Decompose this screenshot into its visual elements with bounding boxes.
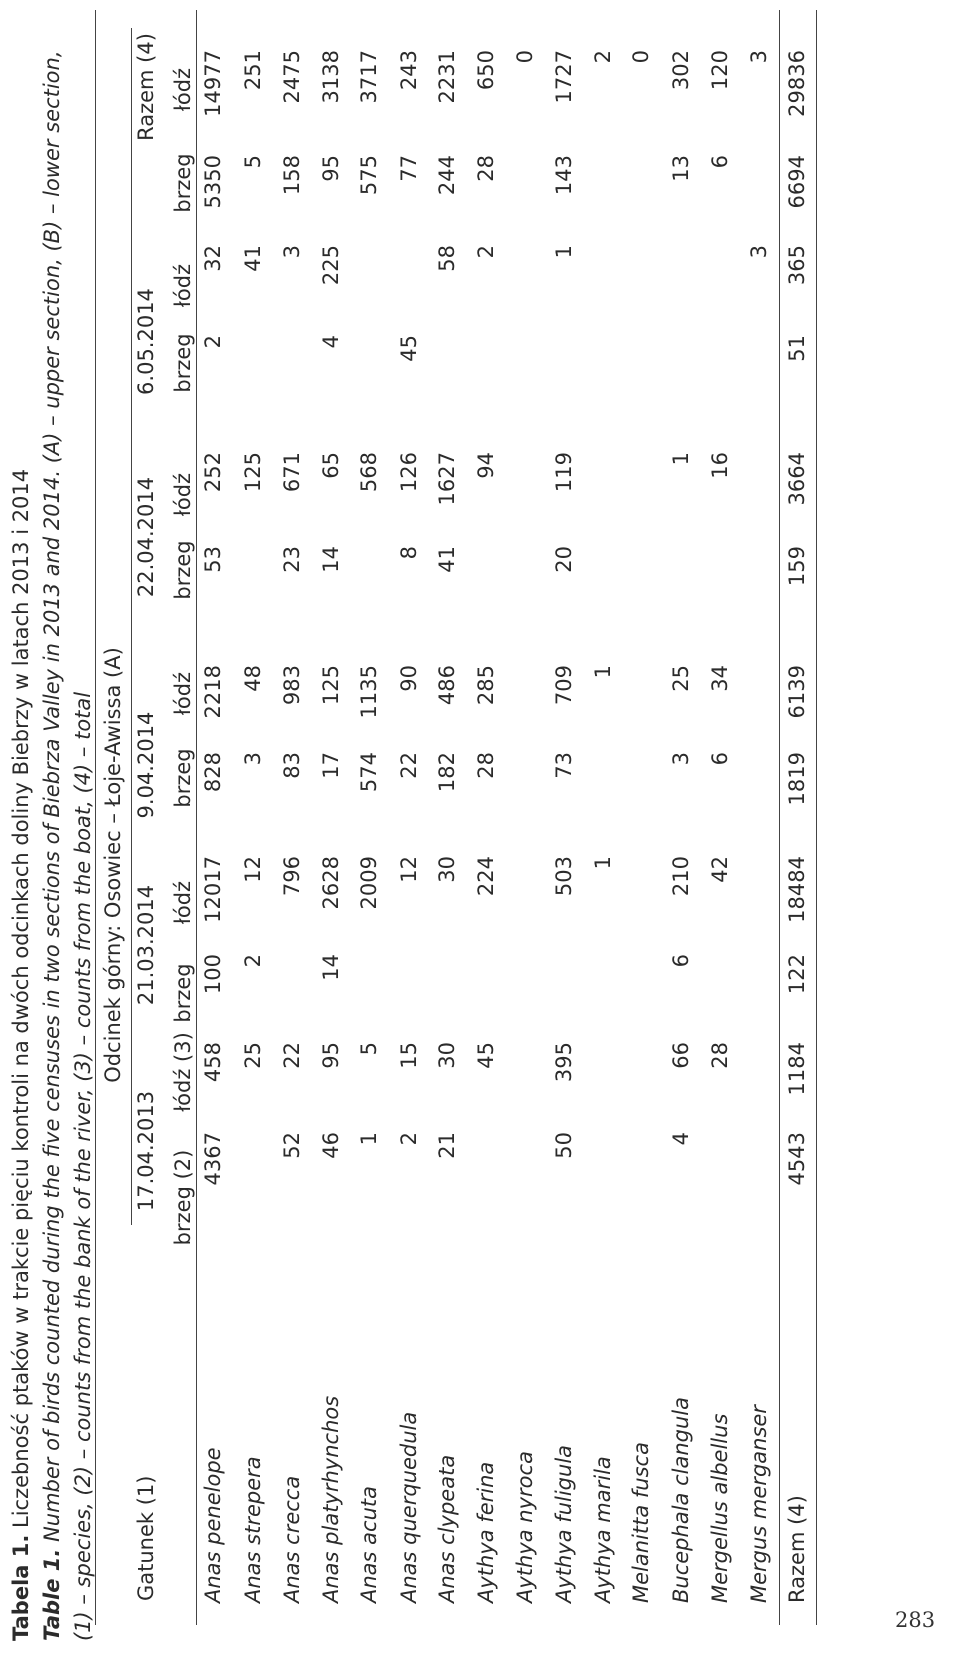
table-cell: 224	[474, 856, 498, 897]
table-cell: 210	[669, 856, 693, 897]
subheader: łódź	[171, 880, 195, 925]
species-name: Anas penelope	[201, 1447, 225, 1603]
table-cell: 22	[397, 752, 421, 779]
table-cell: 244	[435, 155, 459, 196]
table-cell: 1135	[357, 665, 381, 719]
rule-bottom	[816, 10, 817, 1625]
table-cell: 45	[397, 335, 421, 362]
table-cell: 503	[552, 856, 576, 897]
table-cell: 25	[669, 665, 693, 692]
table-cell: 45	[474, 1042, 498, 1069]
subheader: łódź	[171, 67, 195, 112]
table-cell: 100	[201, 954, 225, 995]
subheader: brzeg	[171, 153, 195, 213]
table-cell: 2	[241, 954, 265, 968]
date-header: 21.03.2014	[134, 884, 158, 1006]
caption-pl-text: Liczebność ptaków w trakcie pięciu kontroli na dwóch odcinkach doliny Biebrzy w latach 2013 i 2014	[9, 468, 33, 1535]
table-cell: 458	[201, 1042, 225, 1083]
table-cell: 4	[319, 335, 343, 349]
table-cell: 4	[669, 1132, 693, 1146]
total-cell: 18484	[785, 856, 809, 923]
table-cell: 2009	[357, 856, 381, 910]
table-cell: 2218	[201, 665, 225, 719]
table-cell: 23	[280, 546, 304, 573]
table-cell: 2	[474, 245, 498, 259]
table-cell: 83	[280, 752, 304, 779]
table-cell: 58	[435, 245, 459, 272]
species-name: Mergus merganser	[747, 1405, 771, 1603]
table-cell: 12	[241, 856, 265, 883]
table-cell: 77	[397, 155, 421, 182]
date-header: 17.04.2013	[134, 1090, 158, 1212]
table-cell: 2231	[435, 50, 459, 104]
table-cell: 15	[397, 1042, 421, 1069]
caption-english-line2: (1) – species, (2) – counts from the bank of the river, (3) – counts from the boat, (4) – total	[71, 691, 95, 1641]
table-cell: 125	[319, 665, 343, 706]
table-cell: 28	[708, 1042, 732, 1069]
table-cell: 73	[552, 752, 576, 779]
species-name: Anas strepera	[241, 1456, 265, 1603]
page-number: 283	[895, 1608, 936, 1632]
table-cell: 575	[357, 155, 381, 196]
species-name: Anas querquedula	[397, 1411, 421, 1603]
section-header: Odcinek górny: Osowiec – Łoje-Awissa (A)	[101, 647, 125, 1083]
table-cell: 2	[397, 1132, 421, 1146]
table-cell: 2628	[319, 856, 343, 910]
table-cell: 2	[201, 335, 225, 349]
subheader: łódź	[171, 263, 195, 308]
table-cell: 983	[280, 665, 304, 706]
table-cell: 95	[319, 1042, 343, 1069]
subheader: łódź (3)	[171, 1032, 195, 1112]
date-header: 22.04.2014	[134, 476, 158, 598]
table-cell: 90	[397, 665, 421, 692]
table-cell: 1	[591, 856, 615, 870]
species-name: Aythya ferina	[474, 1461, 498, 1603]
total-cell: 1819	[785, 752, 809, 806]
subheader: brzeg	[171, 748, 195, 808]
table-cell: 3	[747, 50, 771, 64]
table-cell: 709	[552, 665, 576, 706]
table-cell: 252	[201, 452, 225, 493]
table-cell: 6	[669, 954, 693, 968]
species-name: Bucephala clangula	[669, 1397, 693, 1603]
table-cell: 1	[591, 665, 615, 679]
date-header: 6.05.2014	[134, 288, 158, 395]
table-cell: 650	[474, 50, 498, 91]
rule-header-bottom	[196, 10, 197, 1625]
species-name: Mergellus albellus	[708, 1413, 732, 1603]
total-cell: 6139	[785, 665, 809, 719]
table-cell: 30	[435, 1042, 459, 1069]
table-cell: 21	[435, 1132, 459, 1159]
table-cell: 41	[241, 245, 265, 272]
table-cell: 5	[241, 155, 265, 169]
table-cell: 28	[474, 752, 498, 779]
subheader: brzeg (2)	[171, 1149, 195, 1246]
table-cell: 3	[669, 752, 693, 766]
table-cell: 125	[241, 452, 265, 493]
date-header: 9.04.2014	[134, 711, 158, 819]
table-cell: 225	[319, 245, 343, 286]
total-cell: 122	[785, 954, 809, 995]
total-cell: 365	[785, 245, 809, 286]
table-cell: 1	[669, 452, 693, 466]
species-header: Gatunek (1)	[134, 1475, 158, 1601]
table-cell: 671	[280, 452, 304, 493]
caption-english	[37, 16, 68, 1641]
table-cell: 46	[319, 1132, 343, 1159]
total-label: Razem (4)	[785, 1495, 809, 1603]
table-cell: 12	[397, 856, 421, 883]
table-cell: 1627	[435, 452, 459, 506]
table-cell: 119	[552, 452, 576, 493]
table-cell: 14977	[201, 50, 225, 117]
table-cell: 1727	[552, 50, 576, 104]
species-name: Anas acuta	[357, 1486, 381, 1603]
total-cell: 6694	[785, 155, 809, 209]
table-cell: 796	[280, 856, 304, 897]
table-cell: 14	[319, 954, 343, 981]
caption-pl-label: Tabela 1.	[9, 1534, 33, 1641]
date-header: Razem (4)	[134, 33, 158, 141]
species-name: Aythya fuligula	[552, 1444, 576, 1603]
table-cell: 251	[241, 50, 265, 91]
total-cell: 51	[785, 335, 809, 362]
table-cell: 395	[552, 1042, 576, 1083]
table-cell: 243	[397, 50, 421, 91]
table-cell: 30	[435, 856, 459, 883]
caption-en-label: Table 1.	[40, 1548, 64, 1641]
table-cell: 20	[552, 546, 576, 573]
total-cell: 4543	[785, 1132, 809, 1186]
table-cell: 4367	[201, 1132, 225, 1186]
total-cell: 29836	[785, 50, 809, 117]
subheader: łódź	[171, 472, 195, 517]
table-cell: 302	[669, 50, 693, 91]
table-cell: 25	[241, 1042, 265, 1069]
table-cell: 41	[435, 546, 459, 573]
table-cell: 158	[280, 155, 304, 196]
table-cell: 828	[201, 752, 225, 793]
caption-en-line1: Number of birds counted during the five censuses in two sections of Biebrza Valley in 2013 and 2014. (A) – upper section, (B) – lower section,	[40, 50, 64, 1549]
table-cell: 486	[435, 665, 459, 706]
table-cell: 17	[319, 752, 343, 779]
species-name: Aythya marila	[591, 1456, 615, 1603]
table-cell: 50	[552, 1132, 576, 1159]
table-cell: 94	[474, 452, 498, 479]
species-name: Anas clypeata	[435, 1454, 459, 1603]
table-cell: 0	[513, 50, 537, 64]
species-name: Anas platyrhynchos	[319, 1395, 343, 1603]
table-cell: 48	[241, 665, 265, 692]
table-cell: 3	[747, 245, 771, 259]
rule-section	[131, 28, 132, 1225]
table-cell: 568	[357, 452, 381, 493]
table-cell: 52	[280, 1132, 304, 1159]
table-cell: 6	[708, 155, 732, 169]
species-name: Aythya nyroca	[513, 1451, 537, 1603]
table-caption	[6, 16, 99, 1641]
table-cell: 3717	[357, 50, 381, 104]
table-cell: 2475	[280, 50, 304, 104]
table-cell: 12017	[201, 856, 225, 923]
subheader: brzeg	[171, 963, 195, 1023]
table-cell: 6	[708, 752, 732, 766]
table-cell: 95	[319, 155, 343, 182]
total-cell: 1184	[785, 1042, 809, 1096]
table-cell: 3	[241, 752, 265, 766]
table-cell: 3	[280, 245, 304, 259]
subheader: łódź	[171, 671, 195, 716]
table-cell: 0	[629, 50, 653, 64]
table-cell: 182	[435, 752, 459, 793]
table-cell: 14	[319, 546, 343, 573]
table-cell: 5	[357, 1042, 381, 1056]
table-cell: 13	[669, 155, 693, 182]
table-cell: 22	[280, 1042, 304, 1069]
total-cell: 159	[785, 546, 809, 587]
species-name: Anas crecca	[280, 1475, 304, 1603]
table-cell: 2	[591, 50, 615, 64]
table-cell: 1	[357, 1132, 381, 1146]
table-cell: 66	[669, 1042, 693, 1069]
total-cell: 3664	[785, 452, 809, 506]
table-cell: 32	[201, 245, 225, 272]
subheader: brzeg	[171, 333, 195, 393]
subheader: brzeg	[171, 540, 195, 600]
table-cell: 42	[708, 856, 732, 883]
table-cell: 8	[397, 546, 421, 560]
table-cell: 53	[201, 546, 225, 573]
table-cell: 1	[552, 245, 576, 259]
table-cell: 65	[319, 452, 343, 479]
table-cell: 16	[708, 452, 732, 479]
rule-before-total	[779, 10, 780, 1625]
caption-polish	[6, 16, 37, 1641]
table-cell: 574	[357, 752, 381, 793]
species-name: Melanitta fusca	[629, 1442, 653, 1603]
table-cell: 120	[708, 50, 732, 91]
table-cell: 3138	[319, 50, 343, 104]
table-cell: 143	[552, 155, 576, 196]
table-cell: 28	[474, 155, 498, 182]
table-cell: 285	[474, 665, 498, 706]
rule-top	[95, 10, 96, 1625]
table-cell: 34	[708, 665, 732, 692]
table-cell: 5350	[201, 155, 225, 209]
table-cell: 126	[397, 452, 421, 493]
